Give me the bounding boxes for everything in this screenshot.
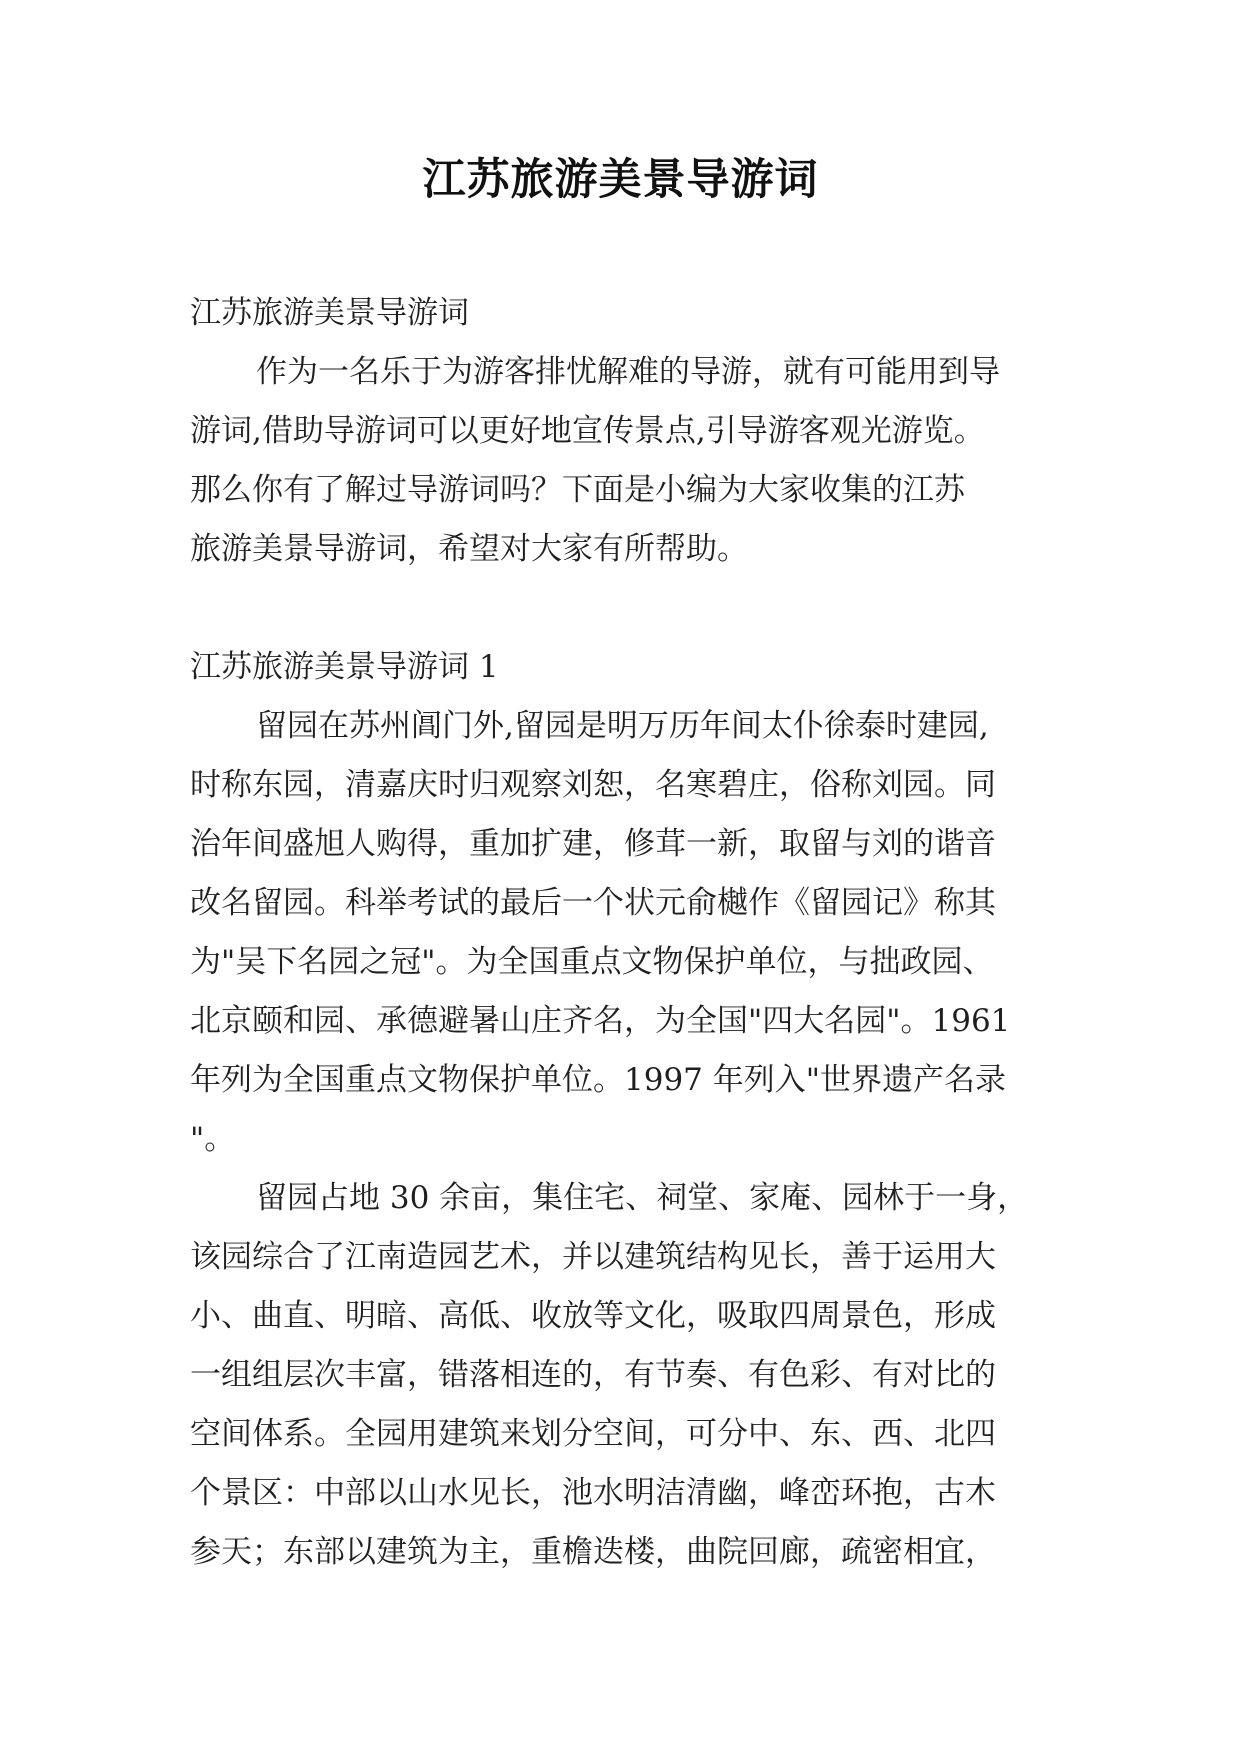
- paragraph-line: 留园在苏州阊门外,留园是明万历年间太仆徐泰时建园,: [256, 708, 989, 744]
- document-title: 江苏旅游美景导游词: [422, 155, 819, 205]
- paragraph-line: 为"吴下名园之冠"。为全国重点文物保护单位，与拙政园、: [190, 944, 994, 980]
- paragraph-line: 空间体系。全园用建筑来划分空间，可分中、东、西、北四: [190, 1416, 996, 1452]
- paragraph-line: 参天；东部以建筑为主，重檐迭楼，曲院回廊，疏密相宜，: [190, 1534, 996, 1570]
- paragraph-line: 治年间盛旭人购得，重加扩建，修茸一新，取留与刘的谐音: [190, 826, 996, 862]
- paragraph-line: "。: [190, 1121, 236, 1157]
- paragraph-line: 北京颐和园、承德避暑山庄齐名，为全国"四大名园"。1961: [190, 1003, 1011, 1039]
- paragraph-spacer: [190, 579, 1060, 638]
- intro-subtitle: 江苏旅游美景导游词: [190, 295, 469, 331]
- section-heading: 江苏旅游美景导游词 1: [190, 649, 499, 685]
- paragraph-line: 该园综合了江南造园艺术，并以建筑结构见长，善于运用大: [190, 1239, 996, 1275]
- intro-paragraph-line: 作为一名乐于为游客排忧解难的导游，就有可能用到导: [256, 354, 1000, 390]
- intro-paragraph-line: 旅游美景导游词，希望对大家有所帮助。: [190, 531, 748, 567]
- intro-paragraph-line: 游词,借助导游词可以更好地宣传景点,引导游客观光游览。: [190, 413, 985, 449]
- paragraph-line: 小、曲直、明暗、高低、收放等文化，吸取四周景色，形成: [190, 1298, 996, 1334]
- paragraph-line: 改名留园。科举考试的最后一个状元俞樾作《留园记》称其: [190, 885, 996, 921]
- paragraph-line: 个景区：中部以山水见长，池水明洁清幽，峰峦环抱，古木: [190, 1475, 996, 1511]
- paragraph-line: 时称东园，清嘉庆时归观察刘恕，名寒碧庄，俗称刘园。同: [190, 767, 996, 803]
- paragraph-line: 年列为全国重点文物保护单位。1997 年列入"世界遗产名录: [190, 1062, 1007, 1098]
- intro-paragraph-line: 那么你有了解过导游词吗？下面是小编为大家收集的江苏: [190, 472, 965, 508]
- paragraph-line: 一组组层次丰富，错落相连的，有节奏、有色彩、有对比的: [190, 1357, 996, 1393]
- document-body: [190, 284, 1060, 1582]
- paragraph-line: 留园占地 30 余亩，集住宅、祠堂、家庵、园林于一身，: [256, 1180, 1029, 1216]
